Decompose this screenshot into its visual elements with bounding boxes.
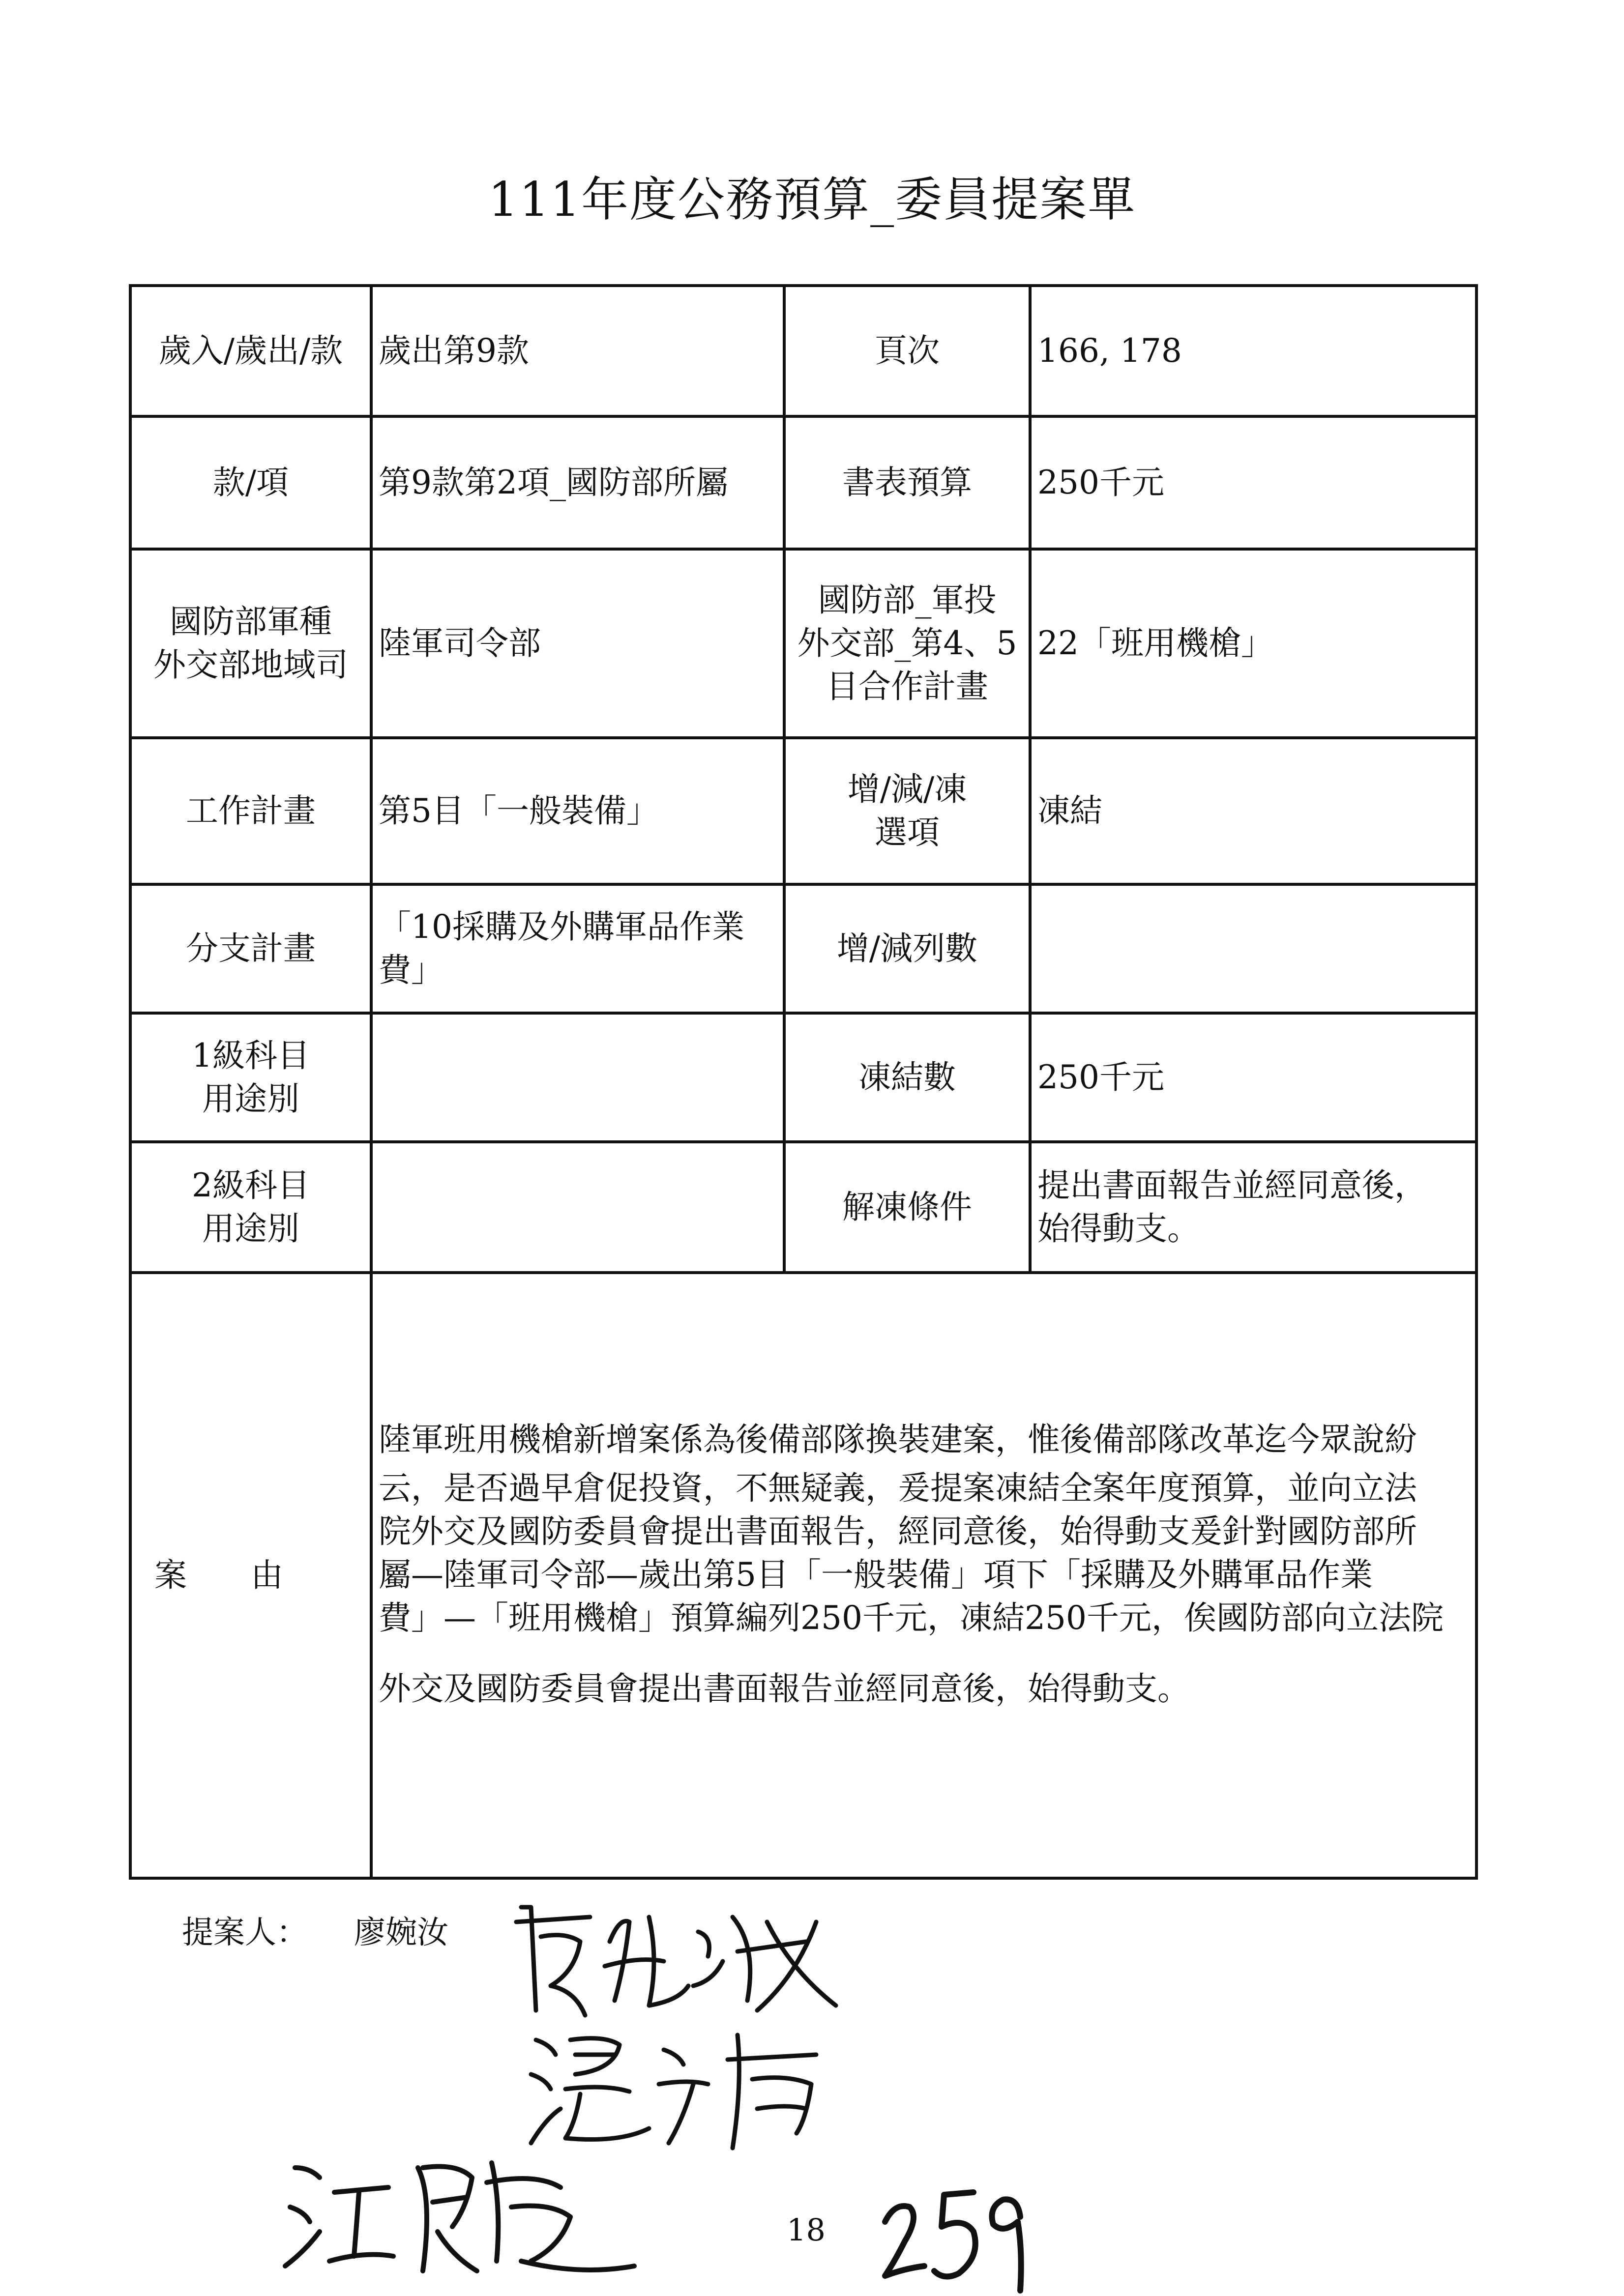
field-label-line: 國防部_軍投: [818, 581, 997, 619]
field-value: 250千元: [1030, 1013, 1476, 1142]
field-value: 166, 178: [1030, 286, 1476, 416]
field-label-line: 2級科目: [192, 1166, 310, 1204]
field-value-line: 費」: [379, 951, 443, 989]
signature-1: [502, 1888, 856, 2030]
field-value: 第5目「一般裝備」: [371, 738, 784, 884]
reason-line: 費」—「班用機槍」預算編列250千元，凍結250千元，俟國防部向立法院: [379, 1599, 1444, 1637]
field-value: [1030, 884, 1476, 1013]
field-value: [371, 1142, 784, 1273]
reason-line: 屬—陸軍司令部—歲出第5目「一般裝備」項下「採購及外購軍品作業: [379, 1556, 1373, 1594]
field-value: [371, 1013, 784, 1142]
field-value-line: 始得動支。: [1037, 1210, 1200, 1248]
field-label: [784, 549, 1030, 738]
proposal-form-table: [129, 284, 1478, 1880]
field-value: 250千元: [1030, 416, 1476, 549]
field-label-line: 選項: [875, 814, 940, 851]
table-row: [130, 1142, 1476, 1273]
reason-line: 院外交及國防委員會提出書面報告，經同意後，始得動支爰針對國防部所: [379, 1512, 1417, 1550]
field-label: 工作計畫: [130, 738, 371, 884]
field-label: 凍結數: [784, 1013, 1030, 1142]
field-value: [1030, 1142, 1476, 1273]
field-label-line: 用途別: [202, 1080, 299, 1118]
field-label: 頁次: [784, 286, 1030, 416]
field-label-line: 增/減/凍: [847, 770, 967, 808]
field-label: 歲入/歲出/款: [130, 286, 371, 416]
field-label: 解凍條件: [784, 1142, 1030, 1273]
reason-text: [371, 1273, 1476, 1878]
field-label: [130, 1142, 371, 1273]
field-value: 歲出第9款: [371, 286, 784, 416]
reason-line: 云，是否過早倉促投資，不無疑義，爰提案凍結全案年度預算，並向立法: [379, 1469, 1417, 1507]
signature-2: [521, 2010, 836, 2158]
table-row: [130, 1273, 1476, 1878]
field-label: 書表預算: [784, 416, 1030, 549]
field-value: 第9款第2項_國防部所屬: [371, 416, 784, 549]
reason-line: 外交及國防委員會提出書面報告並經同意後，始得動支。: [379, 1670, 1190, 1708]
field-value: [371, 884, 784, 1013]
field-value: 陸軍司令部: [371, 549, 784, 738]
table-row: [130, 884, 1476, 1013]
field-label-line: 外交部_第4、5: [797, 624, 1017, 662]
field-label-line: 用途別: [202, 1210, 299, 1248]
field-label-line: 1級科目: [192, 1037, 310, 1075]
table-row: [130, 738, 1476, 884]
field-value: 22「班用機槍」: [1030, 549, 1476, 738]
field-label: [130, 1013, 371, 1142]
field-value: 凍結: [1030, 738, 1476, 884]
table-row: [130, 549, 1476, 738]
table-row: [130, 286, 1476, 416]
field-label: 增/減列數: [784, 884, 1030, 1013]
field-label: [784, 738, 1030, 884]
page-title: 111年度公務預算_委員提案單: [488, 172, 1136, 227]
handwritten-page-number: [875, 2163, 1037, 2296]
reason-label: [130, 1273, 371, 1878]
field-label-line: 國防部軍種: [170, 603, 332, 640]
field-value-line: 「10採購及外購軍品作業: [379, 908, 744, 946]
field-label: 款/項: [130, 416, 371, 549]
proposer-name: 廖婉汝: [354, 1915, 448, 1951]
table-row: [130, 1013, 1476, 1142]
signature-3: [275, 2138, 649, 2286]
field-value-line: 提出書面報告並經同意後，: [1037, 1166, 1427, 1204]
field-label: 分支計畫: [130, 884, 371, 1013]
table-row: [130, 416, 1476, 549]
field-label: [130, 549, 371, 738]
field-label-line: 外交部地域司: [153, 646, 348, 684]
page-number: 18: [787, 2212, 826, 2248]
reason-line: 陸軍班用機槍新增案係為後備部隊換裝建案，惟後備部隊改革迄今眾說紛: [379, 1421, 1417, 1458]
reason-label-text: 案由: [154, 1556, 347, 1594]
proposer-label: 提案人：: [182, 1915, 308, 1951]
field-label-line: 目合作計畫: [826, 668, 988, 705]
